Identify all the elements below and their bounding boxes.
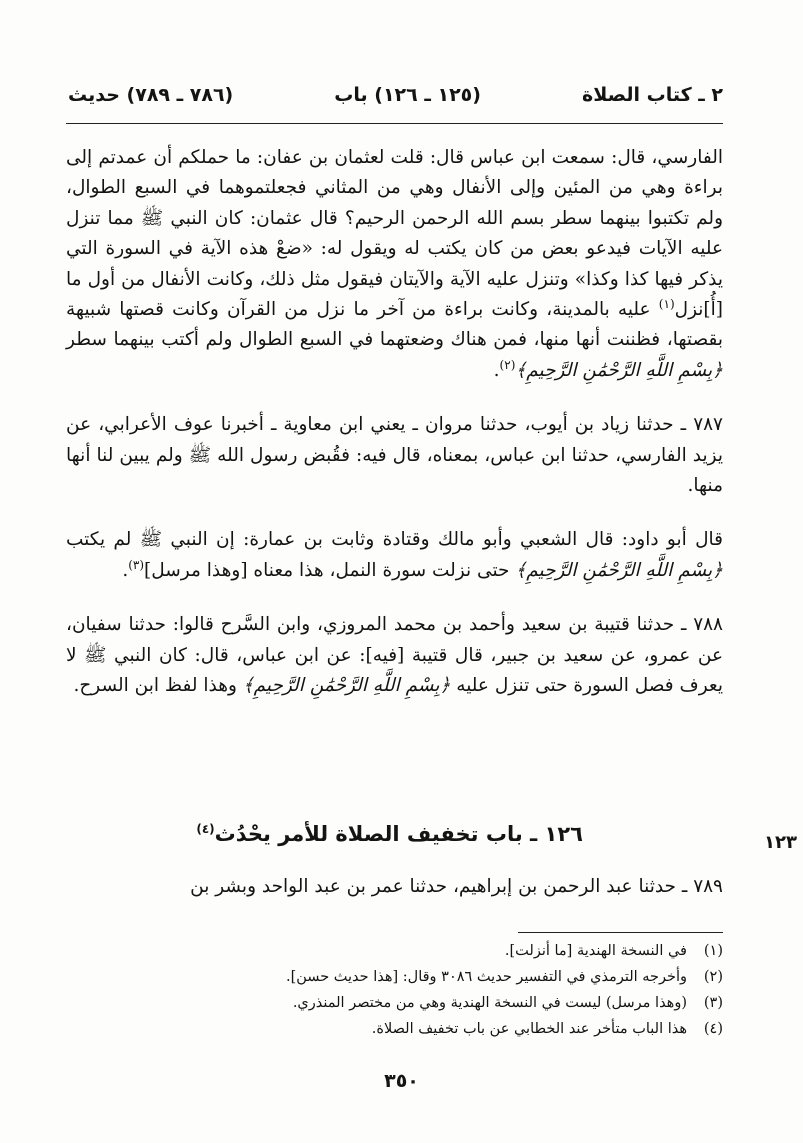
paragraph-text: قال أبو داود: قال الشعبي وأبو مالك وقتادة وثابت بن عمارة: إن النبي ﷺ لم يكتب <box>66 529 723 551</box>
chapter-title-text: ١٢٦ ـ باب تخفيف الصلاة للأمر يحْدُث <box>214 822 583 846</box>
hadith-789 <box>66 872 723 902</box>
footnote-item <box>66 1016 723 1042</box>
running-header <box>68 78 723 112</box>
paragraph-text: الفارسي، قال: سمعت ابن عباس قال: قلت لعثمان بن عفان: ما حملكم أن عمدتم إلى براءة وهي من المئين وإلى الأنفال وهي من المثاني فجعلتموهما في السبع الطوال، ولم تكتبوا بينهما سطر بسم الله الرحمن الرحيم؟ قال عثمان: كان النبي ﷺ مما تنزل عليه الآيات فيدعو بعض من كان يكتب له ويقول له: «ضعْ هذه الآية في السورة التي يذكر فيها كذا وكذا» وتنزل عليه الآية والآيتان فيقول مثل ذلك، وكانت الأنفال من أول ما [أُ]نزل <box>66 147 723 321</box>
hadith-787: ٧٨٧ ـ حدثنا زياد بن أيوب، حدثنا مروان ـ يعني ابن معاوية ـ أخبرنا عوف الأعرابي، عن يزيد الفارسي، حدثنا ابن عباس، بمعناه، قال فيه: فقُبض رسول الله ﷺ ولم يبين لنا أنها منها. <box>66 414 723 497</box>
basmala: ﴿بِسْمِ اللَّهِ الرَّحْمَٰنِ الرَّحِيمِ﴾ <box>515 559 723 581</box>
footnote-number: (٣) <box>703 995 723 1011</box>
footnote-number: (١) <box>703 943 723 959</box>
page-number: ٣٥٠ <box>384 1070 419 1092</box>
footnote-ref-2: (٢) <box>499 357 516 372</box>
footnote-number: (٢) <box>703 969 723 985</box>
margin-chapter-number: ١٢٣ <box>764 832 797 853</box>
paragraph-text: عليه بالمدينة، وكانت براءة من آخر ما نزل من القرآن وكانت قصتها شبيهة بقصتها، فظننت أنها منها، فمن هناك وضعتهما في السبع الطوال ولم أكتب بينهما سطر <box>66 299 723 351</box>
footnote-text: هذا الباب متأخر عند الخطابي عن باب تخفيف الصلاة. <box>371 1021 687 1037</box>
hadith-788 <box>66 610 723 701</box>
footnote-number: (٤) <box>703 1021 723 1037</box>
basmala: ﴿بِسْمِ اللَّهِ الرَّحْمَٰنِ الرَّحِيمِ﴾ <box>242 675 451 697</box>
header-chapter-range: (١٢٥ ـ ١٢٦) باب <box>334 84 481 106</box>
footnotes <box>66 938 723 1042</box>
footnote-rule <box>518 932 723 933</box>
basmala: ﴿بِسْمِ اللَّهِ الرَّحْمَٰنِ الرَّحِيمِ﴾ <box>515 359 723 381</box>
paragraph-continuation <box>66 143 723 386</box>
footnote-ref-1: (١) <box>658 296 675 311</box>
main-text <box>66 143 723 702</box>
footnote-text: وأخرجه الترمذي في التفسير حديث ٣٠٨٦ وقال: [هذا حديث حسن]. <box>285 969 687 985</box>
chapter-heading <box>66 822 797 862</box>
footnote-ref-3: (٣) <box>128 557 145 572</box>
paragraph-text: . <box>122 559 129 581</box>
paragraph-text: حتى نزلت سورة النمل، هذا معناه [وهذا مرسل] <box>144 559 516 581</box>
paragraph-text: ٧٨٨ ـ حدثنا قتيبة بن سعيد وأحمد بن محمد المروزي، وابن السَّرح قالوا: حدثنا سفيان، عن عمرو، عن سعيد بن جبير، قال قتيبة [فيه]: عن ابن عباس، قال: كان النبي ﷺ لا يعرف فصل السورة حتى تنزل عليه <box>66 614 723 697</box>
paragraph-text: . <box>493 359 500 381</box>
header-hadith-range: (٧٨٦ ـ ٧٨٩) حديث <box>68 84 234 106</box>
footnote-text: (وهذا مرسل) ليست في النسخة الهندية وهي من مختصر المنذري. <box>292 995 687 1011</box>
header-rule <box>66 123 723 124</box>
chapter-title <box>196 822 583 846</box>
footnote-item <box>66 990 723 1016</box>
footnote-item <box>66 964 723 990</box>
paragraph-text: وهذا لفظ ابن السرح. <box>73 675 243 697</box>
footnote-text: في النسخة الهندية [ما أنزلت]. <box>504 943 687 959</box>
abu-dawud-comment <box>66 525 723 586</box>
header-book-title: ٢ ـ كتاب الصلاة <box>581 84 723 106</box>
footnote-item <box>66 938 723 964</box>
footnote-ref-4: (٤) <box>196 822 215 836</box>
paragraph-text: ٧٨٩ ـ حدثنا عبد الرحمن بن إبراهيم، حدثنا عمر بن عبد الواحد وبشر بن <box>190 876 723 897</box>
